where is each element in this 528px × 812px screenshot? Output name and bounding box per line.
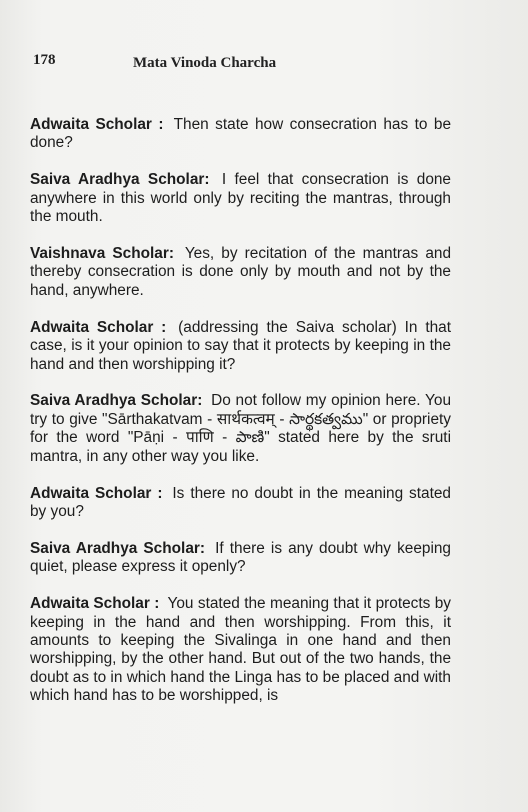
speaker-name: Adwaita Scholar :	[30, 484, 163, 502]
dialogue-text	[30, 116, 451, 724]
dialogue-line: (addressing the Saiva scholar) In that case, is it your opinion to say that it protects by keeping in the hand and then worshipping it?	[30, 318, 452, 373]
speaker-name: Saiva Aradhya Scholar:	[30, 171, 210, 189]
dialogue-paragraph	[30, 595, 451, 705]
dialogue-line: Is there no doubt in the meaning stated by you?	[30, 484, 451, 520]
dialogue-paragraph	[30, 245, 451, 300]
dialogue-paragraph	[30, 319, 451, 374]
dialogue-paragraph	[30, 171, 451, 226]
dialogue-paragraph	[30, 485, 451, 522]
dialogue-line: Yes, by recitation of the mantras and thereby consecration is done only by mouth and not by the hand, anywhere.	[30, 245, 452, 299]
dialogue-paragraph	[30, 392, 451, 466]
speaker-name: Adwaita Scholar :	[30, 318, 167, 336]
speaker-name: Vaishnava Scholar:	[30, 245, 174, 263]
speaker-name: Adwaita Scholar :	[30, 595, 160, 613]
dialogue-line: I feel that consecration is done anywhere in this world only by reciting the mantras, through the mouth.	[30, 171, 451, 226]
dialogue-line: You stated the meaning that it protects by keeping in the hand and then worshipping. From this, it amounts to keeping the Sivalinga in one hand and then worshipping, by the other hand. But out of the two hands, the doubt as to in which hand the Linga has to be placed and with which hand has to be worshipped, is	[30, 595, 451, 705]
page-number: 178	[33, 52, 56, 68]
speaker-name: Saiva Aradhya Scholar:	[30, 539, 205, 557]
dialogue-paragraph	[30, 116, 451, 153]
dialogue-paragraph	[30, 540, 451, 577]
dialogue-line: If there is any doubt why keeping quiet, please express it openly?	[30, 539, 451, 576]
dialogue-line: Then state how consecration has to be done?	[30, 116, 451, 152]
running-title: Mata Vinoda Charcha	[133, 55, 277, 71]
dialogue-line: Do not follow my opinion here. You try to give "Sārthakatvam - सार्थकत्वम् - సార్థకత్వము" or propriety for the word "Pāṇi - पाणि - పాణి" stated here by the sruti mantra, in any other way you like.	[30, 392, 452, 465]
speaker-name: Adwaita Scholar :	[30, 116, 164, 133]
speaker-name: Saiva Aradhya Scholar:	[30, 392, 203, 410]
